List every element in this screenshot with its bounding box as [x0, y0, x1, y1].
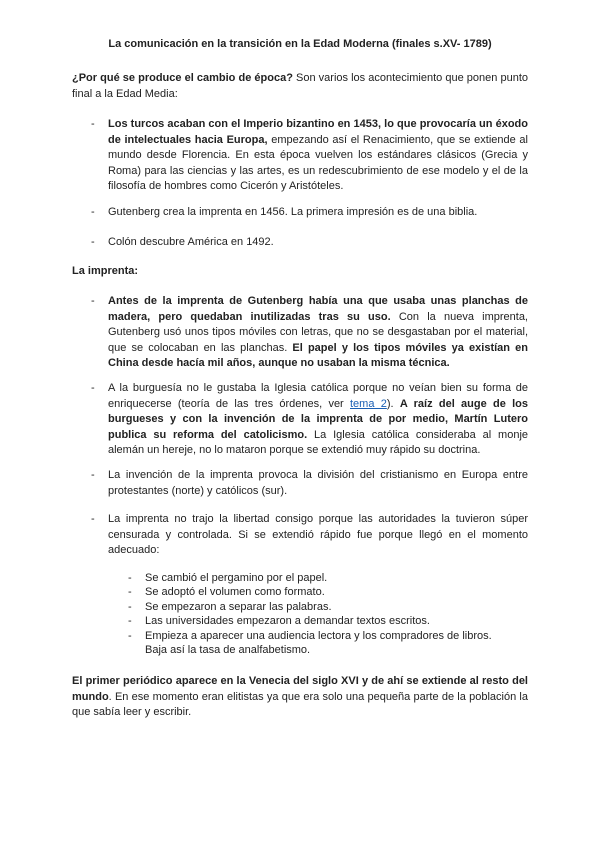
sub-list-item: Empieza a aparecer una audiencia lectora y los compradores de libros. — [145, 630, 492, 642]
closing-bold: El primer periódico aparece en la Venecia del siglo XVI y de ahí se extiende al resto del mundo — [72, 675, 528, 703]
list-item-bold: A raíz del auge de los burgueses y con la invención de la imprenta de por medio, Martín Lutero publica su reforma del catolicismo. — [108, 397, 528, 441]
sub-list-item: Se adoptó el volumen como formato. — [145, 586, 325, 598]
list-item: La imprenta no trajo la libertad consigo porque las autoridades la tuvieron súper censurada y controlada. Si se extendió rápido fue porque llegó en el momento adecuado: — [108, 513, 528, 556]
bullet-dash: - — [91, 118, 95, 130]
sub-bullet-dash: - — [128, 586, 132, 598]
list-item-bold: Los turcos acaban con el Imperio bizantino en 1453, lo que provocaría un éxodo de intelectuales hacia Europa, — [108, 118, 528, 146]
page-title: La comunicación en la transición en la Edad Moderna (finales s.XV- 1789) — [108, 38, 492, 50]
list-item-text: Con la nueva imprenta, Gutenberg usó unos tipos móviles con letras, que no se desgastaban por el material, que se colocaban en las planchas. — [108, 310, 528, 354]
list-item-bold: El papel y los tipos móviles ya existían en China desde hacía mil años, aunque no usaban la misma técnica. — [108, 341, 528, 369]
section-heading-imprenta: La imprenta: — [72, 265, 139, 277]
bullet-dash: - — [91, 206, 95, 218]
list-item — [108, 294, 528, 372]
list-item-bold: Antes de la imprenta de Gutenberg había una que usaba unas planchas de madera, pero quedaban inutilizadas tras su uso. — [108, 295, 528, 323]
sub-list-continuation: Baja así la tasa de analfabetismo. — [145, 644, 311, 656]
sub-bullet-dash: - — [128, 601, 132, 613]
sub-list-item: Se empezaron a separar las palabras. — [145, 601, 332, 613]
list-item — [108, 117, 528, 195]
list-item: La invención de la imprenta provoca la división del cristianismo en Europa entre protestantes (norte) y católicos (sur). — [108, 469, 528, 497]
list-item-text: ). — [386, 397, 400, 410]
closing-text: . En ese momento eran elitistas ya que era solo una pequeña parte de la población la que sabía leer y escribir. — [72, 690, 528, 718]
bullet-dash: - — [91, 513, 95, 525]
intro-question: ¿Por qué se produce el cambio de época? — [72, 72, 293, 84]
intro-paragraph — [72, 71, 528, 102]
list-item — [108, 381, 528, 459]
closing-paragraph — [72, 674, 528, 721]
bullet-dash: - — [91, 295, 95, 307]
sub-bullet-dash: - — [128, 630, 132, 642]
list-item-text: La Iglesia católica consideraba al monje alemán un hereje, no lo mataron porque se extendió muy rápido su doctrina. — [108, 428, 528, 456]
intro-text: Son varios los acontecimiento que ponen punto final a la Edad Media: — [72, 72, 528, 100]
sub-list-item: Se cambió el pergamino por el papel. — [145, 572, 328, 584]
tema-2-link[interactable]: tema 2 — [350, 397, 387, 410]
bullet-dash: - — [91, 382, 95, 394]
sub-list-item: Las universidades empezaron a demandar textos escritos. — [145, 615, 430, 627]
list-item: Colón descubre América en 1492. — [108, 236, 274, 248]
list-item: Gutenberg crea la imprenta en 1456. La primera impresión es de una biblia. — [108, 206, 478, 218]
list-item-text: A la burguesía no le gustaba la Iglesia católica porque no veían bien su forma de enriquecerse (teoría de las tres órdenes, ver — [108, 382, 528, 410]
sub-bullet-dash: - — [128, 572, 132, 584]
bullet-dash: - — [91, 469, 95, 481]
sub-bullet-dash: - — [128, 615, 132, 627]
bullet-dash: - — [91, 236, 95, 248]
list-item-text: empezando así el Renacimiento, que se extiende al mundo desde Florencia. En esta época vuelven los estándares clásicos (Grecia y Roma) para las ciencias y las artes, es un redescubrimiento de ese modelo y el de la filosofía de hombres como Cicerón y Aristóteles. — [108, 133, 528, 192]
